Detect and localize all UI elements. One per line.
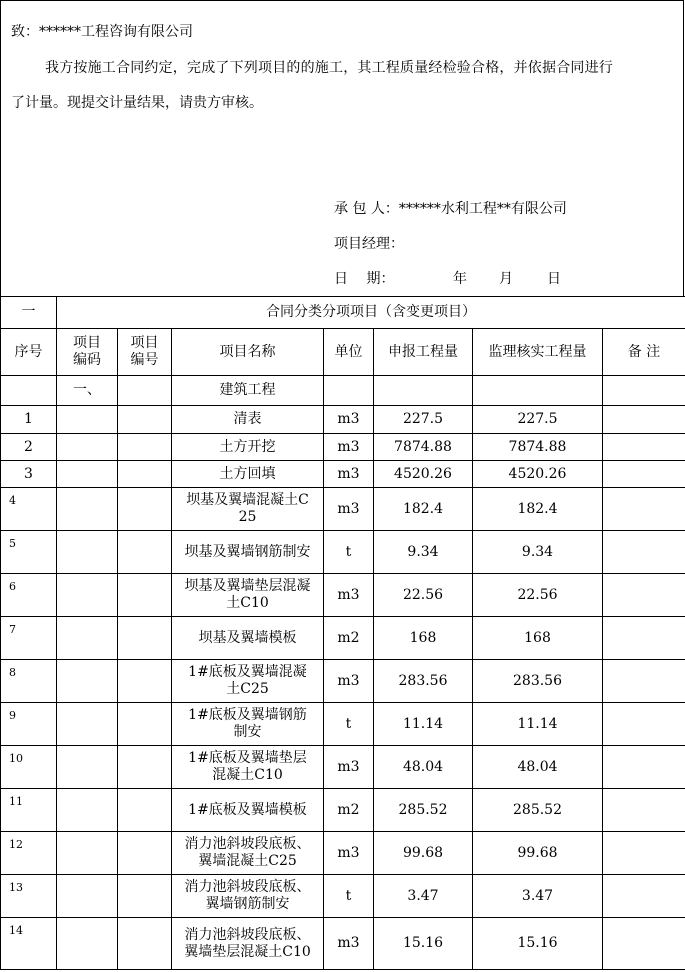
- category-item-no: [118, 376, 172, 406]
- cell-item-no: [118, 789, 172, 832]
- cell-declared: 99.68: [374, 832, 473, 875]
- cell-item-code: [57, 531, 118, 574]
- cell-seq: 10: [1, 746, 57, 789]
- cell-verified: 283.56: [473, 660, 603, 703]
- cell-remark: [603, 531, 685, 574]
- header-name: 项目名称: [172, 329, 324, 376]
- table-row: [1, 617, 685, 660]
- cell-item-no: [118, 406, 172, 434]
- section-index: 一: [1, 297, 57, 329]
- cell-declared: 285.52: [374, 789, 473, 832]
- cell-declared: 283.56: [374, 660, 473, 703]
- cell-remark: [603, 461, 685, 488]
- cell-name: 土方回填: [172, 461, 324, 488]
- cell-name: 1#底板及翼墙模板: [172, 789, 324, 832]
- cell-verified: 4520.26: [473, 461, 603, 488]
- cell-item-no: [118, 461, 172, 488]
- cell-item-code: [57, 746, 118, 789]
- cell-declared: 48.04: [374, 746, 473, 789]
- cell-remark: [603, 434, 685, 461]
- cell-verified: 11.14: [473, 703, 603, 746]
- section-row: [1, 297, 685, 329]
- cell-declared: 9.34: [374, 531, 473, 574]
- cell-seq: 11: [1, 789, 57, 832]
- cell-item-code: [57, 832, 118, 875]
- cell-verified: 285.52: [473, 789, 603, 832]
- cell-item-code: [57, 918, 118, 970]
- cell-verified: 3.47: [473, 875, 603, 918]
- cell-item-code: [57, 660, 118, 703]
- project-manager-label: 项目经理：: [334, 236, 404, 252]
- cell-name: 消力池斜坡段底板、翼墙钢筋制安: [172, 875, 324, 918]
- cell-item-code: [57, 488, 118, 531]
- addressee: 致：******工程咨询有限公司: [11, 24, 193, 40]
- cell-declared: 227.5: [374, 406, 473, 434]
- category-seq: [1, 376, 57, 406]
- cell-seq: 9: [1, 703, 57, 746]
- cell-unit: m3: [324, 406, 374, 434]
- cell-verified: 22.56: [473, 574, 603, 617]
- cell-unit: m3: [324, 488, 374, 531]
- cell-item-no: [118, 488, 172, 531]
- cell-item-code: [57, 574, 118, 617]
- cell-declared: 168: [374, 617, 473, 660]
- date-month: 月: [499, 271, 513, 287]
- cell-seq: 13: [1, 875, 57, 918]
- table-row: [1, 746, 685, 789]
- cell-name: 坝基及翼墙混凝土C25: [172, 488, 324, 531]
- cell-name: 消力池斜坡段底板、翼墙混凝土C25: [172, 832, 324, 875]
- date-day: 日: [547, 271, 561, 287]
- cell-seq: 14: [1, 918, 57, 970]
- cell-item-code: [57, 703, 118, 746]
- letter-body-line2: 了计量。现提交计量结果，请贵方审核。: [11, 95, 263, 111]
- cell-seq: 7: [1, 617, 57, 660]
- category-code: 一、: [57, 376, 118, 406]
- table-row: [1, 531, 685, 574]
- cell-remark: [603, 617, 685, 660]
- category-remark: [603, 376, 685, 406]
- cell-seq: 12: [1, 832, 57, 875]
- cell-verified: 227.5: [473, 406, 603, 434]
- cell-remark: [603, 875, 685, 918]
- header-row: [1, 329, 685, 376]
- cell-verified: 9.34: [473, 531, 603, 574]
- cell-name: 清表: [172, 406, 324, 434]
- cell-remark: [603, 918, 685, 970]
- cell-unit: t: [324, 703, 374, 746]
- cell-declared: 22.56: [374, 574, 473, 617]
- cell-remark: [603, 703, 685, 746]
- cell-verified: 182.4: [473, 488, 603, 531]
- cell-seq: 8: [1, 660, 57, 703]
- header-item-code: 项目编码: [57, 329, 118, 376]
- cell-unit: m3: [324, 832, 374, 875]
- cell-seq: 4: [1, 488, 57, 531]
- cell-unit: m3: [324, 660, 374, 703]
- cell-seq: 2: [1, 434, 57, 461]
- header-remark: 备 注: [603, 329, 685, 376]
- cell-unit: t: [324, 531, 374, 574]
- cell-item-code: [57, 789, 118, 832]
- category-unit: [324, 376, 374, 406]
- cell-declared: 4520.26: [374, 461, 473, 488]
- cell-unit: m2: [324, 617, 374, 660]
- cell-item-no: [118, 617, 172, 660]
- cell-name: 坝基及翼墙钢筋制安: [172, 531, 324, 574]
- cell-declared: 15.16: [374, 918, 473, 970]
- cell-seq: 3: [1, 461, 57, 488]
- quantity-table: [0, 296, 685, 970]
- cell-verified: 15.16: [473, 918, 603, 970]
- table-row: [1, 574, 685, 617]
- cell-name: 1#底板及翼墙垫层混凝土C10: [172, 746, 324, 789]
- cell-unit: m3: [324, 461, 374, 488]
- header-unit: 单位: [324, 329, 374, 376]
- cell-remark: [603, 406, 685, 434]
- cell-unit: m2: [324, 789, 374, 832]
- letter-body-line1: 我方按施工合同约定，完成了下列项目的的施工，其工程质量经检验合格，并依据合同进行: [45, 60, 613, 76]
- cell-verified: 7874.88: [473, 434, 603, 461]
- contractor-line: 承 包 人：******水利工程**有限公司: [334, 201, 567, 217]
- section-title: 合同分类分项项目（含变更项目）: [57, 297, 685, 329]
- cell-declared: 182.4: [374, 488, 473, 531]
- cell-name: 1#底板及翼墙混凝土C25: [172, 660, 324, 703]
- cell-item-no: [118, 574, 172, 617]
- cell-name: 土方开挖: [172, 434, 324, 461]
- cell-unit: m3: [324, 918, 374, 970]
- date-year: 年: [453, 271, 467, 287]
- table-row: [1, 918, 685, 970]
- category-declared: [374, 376, 473, 406]
- header-verified: 监理核实工程量: [473, 329, 603, 376]
- cell-seq: 1: [1, 406, 57, 434]
- cell-remark: [603, 832, 685, 875]
- cell-item-no: [118, 434, 172, 461]
- table-row: [1, 703, 685, 746]
- header-declared: 申报工程量: [374, 329, 473, 376]
- cell-unit: m3: [324, 574, 374, 617]
- cell-remark: [603, 574, 685, 617]
- cell-verified: 48.04: [473, 746, 603, 789]
- table-row: [1, 434, 685, 461]
- cell-item-no: [118, 875, 172, 918]
- cell-unit: t: [324, 875, 374, 918]
- date-label: 日 期：: [334, 271, 395, 287]
- table-row: [1, 488, 685, 531]
- cell-item-no: [118, 918, 172, 970]
- cell-verified: 168: [473, 617, 603, 660]
- table-row: [1, 406, 685, 434]
- category-row: [1, 376, 685, 406]
- cell-verified: 99.68: [473, 832, 603, 875]
- cell-name: 坝基及翼墙模板: [172, 617, 324, 660]
- category-verified: [473, 376, 603, 406]
- cell-declared: 11.14: [374, 703, 473, 746]
- cell-seq: 5: [1, 531, 57, 574]
- cell-name: 坝基及翼墙垫层混凝土C10: [172, 574, 324, 617]
- cell-name: 1#底板及翼墙钢筋制安: [172, 703, 324, 746]
- category-name: 建筑工程: [172, 376, 324, 406]
- cell-item-no: [118, 832, 172, 875]
- letter-section: [0, 0, 684, 296]
- cell-remark: [603, 488, 685, 531]
- cell-declared: 7874.88: [374, 434, 473, 461]
- cell-seq: 6: [1, 574, 57, 617]
- cell-item-no: [118, 660, 172, 703]
- header-seq: 序号: [1, 329, 57, 376]
- cell-unit: m3: [324, 746, 374, 789]
- table-row: [1, 875, 685, 918]
- cell-unit: m3: [324, 434, 374, 461]
- cell-item-code: [57, 617, 118, 660]
- cell-item-code: [57, 406, 118, 434]
- table-row: [1, 832, 685, 875]
- cell-remark: [603, 746, 685, 789]
- cell-item-code: [57, 875, 118, 918]
- cell-item-code: [57, 461, 118, 488]
- table-row: [1, 789, 685, 832]
- cell-remark: [603, 660, 685, 703]
- cell-name: 消力池斜坡段底板、翼墙垫层混凝土C10: [172, 918, 324, 970]
- header-item-no: 项目编号: [118, 329, 172, 376]
- cell-item-no: [118, 703, 172, 746]
- cell-remark: [603, 789, 685, 832]
- table-row: [1, 461, 685, 488]
- cell-declared: 3.47: [374, 875, 473, 918]
- cell-item-no: [118, 746, 172, 789]
- cell-item-code: [57, 434, 118, 461]
- cell-item-no: [118, 531, 172, 574]
- table-row: [1, 660, 685, 703]
